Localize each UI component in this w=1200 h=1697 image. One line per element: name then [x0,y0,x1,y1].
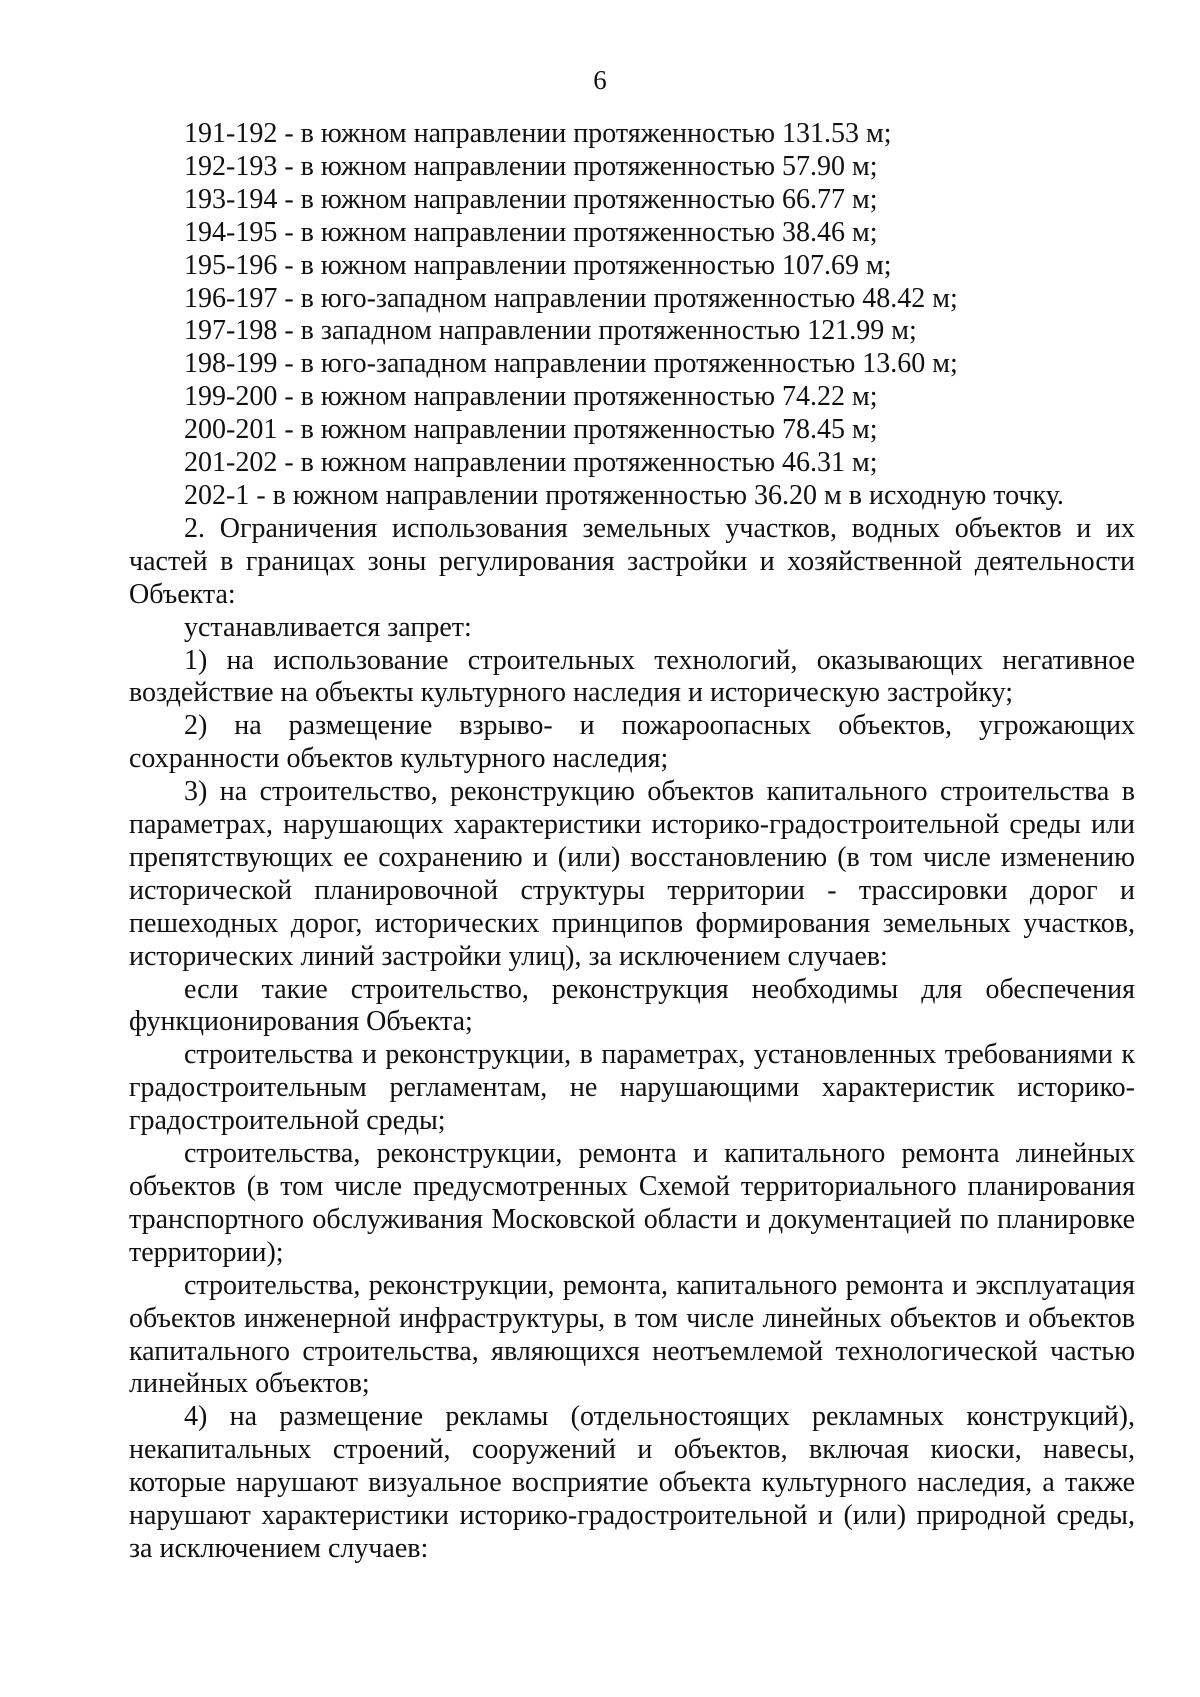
document-body [129,118,1135,1566]
exception-linear-objects: строительства, реконструкции, ремонта и капитального ремонта линейных объектов (в том числе предусмотренных Схемой территориального планирования транспортного обслуживания Московской области и документацией по планировке территории); [129,1138,1135,1268]
boundary-segment-194-195: 194-195 - в южном направлении протяженностью 38.46 м; [184,216,878,248]
restriction-item-3: 3) на строительство, реконструкцию объектов капитального строительства в параметрах, нарушающих характеристики историко-градостроительной среды или препятствующих ее сохранению и (или) восстановлению (в том числе изменению исторической планировочной структуры территории - трассировки дорог и пешеходных дорог, исторических принципов формирования земельных участков, исторических линий застройки улиц), за исключением случаев: [129,776,1135,972]
prohibition-intro: устанавливается запрет: [184,611,472,643]
boundary-segment-192-193: 192-193 - в южном направлении протяженностью 57.90 м; [184,150,878,182]
boundary-segment-193-194: 193-194 - в южном направлении протяженностью 66.77 м; [184,183,878,215]
restriction-item-4: 4) на размещение рекламы (отдельностоящих рекламных конструкций), некапитальных строений, сооружений и объектов, включая киоски, навесы, которые нарушают визуальное восприятие объекта культурного наследия, а также нарушают характеристики историко-градостроительной и (или) природной среды, за исключением случаев: [129,1401,1135,1564]
exception-engineering-infrastructure: строительства, реконструкции, ремонта, капитального ремонта и эксплуатация объектов инженерной инфраструктуры, в том числе линейных объектов и объектов капитального строительства, являющихся неотъемлемой технологической частью линейных объектов; [129,1269,1135,1400]
boundary-segment-199-200: 199-200 - в южном направлении протяженностью 74.22 м; [184,381,878,413]
boundary-segment-197-198: 197-198 - в западном направлении протяженностью 121.99 м; [184,315,917,347]
boundary-segment-202-1: 202-1 - в южном направлении протяженностью 36.20 м в исходную точку. [184,479,1064,511]
restriction-item-2: 2) на размещение взрыво- и пожароопасных объектов, угрожающих сохранности объектов культурного наследия; [129,710,1135,775]
boundary-segment-198-199: 198-199 - в юго-западном направлении протяженностью 13.60 м; [184,348,958,380]
boundary-segment-196-197: 196-197 - в юго-западном направлении протяженностью 48.42 м; [184,282,958,314]
boundary-segment-200-201: 200-201 - в южном направлении протяженностью 78.45 м; [184,414,878,446]
restriction-item-1: 1) на использование строительных технологий, оказывающих негативное воздействие на объекты культурного наследия и историческую застройку; [129,644,1135,709]
boundary-segment-191-192: 191-192 - в южном направлении протяженностью 131.53 м; [184,118,892,149]
boundary-segment-201-202: 201-202 - в южном направлении протяженностью 46.31 м; [184,447,878,479]
exception-object-functioning: если такие строительство, реконструкция необходимы для обеспечения функционирования Объекта; [129,973,1135,1038]
restrictions-heading-paragraph: 2. Ограничения использования земельных участков, водных объектов и их частей в границах зоны регулирования застройки и хозяйственной деятельности Объекта: [129,512,1135,610]
page-number: 6 [593,65,607,95]
exception-regulated-construction: строительства и реконструкции, в параметрах, установленных требованиями к градостроительным регламентам, не нарушающими характеристик историко-градостроительной среды; [129,1039,1135,1137]
boundary-segment-195-196: 195-196 - в южном направлении протяженностью 107.69 м; [184,249,892,281]
